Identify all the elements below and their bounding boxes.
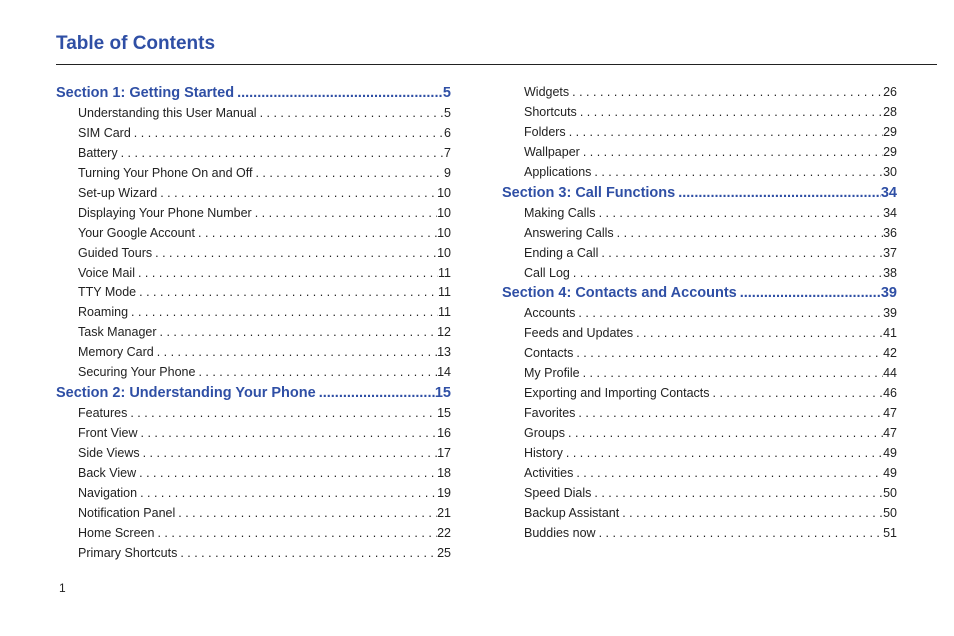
toc-entry-label: Roaming: [78, 305, 129, 320]
toc-entry-page: 47: [883, 426, 897, 441]
toc-entry[interactable]: [502, 125, 897, 145]
toc-entry[interactable]: [502, 206, 897, 226]
toc-entry[interactable]: [56, 546, 451, 566]
toc-entry-page: 15: [434, 385, 451, 402]
toc-entry-page: 18: [437, 465, 451, 480]
toc-entry-label: Primary Shortcuts: [78, 545, 178, 560]
dot-leader: [131, 126, 444, 140]
toc-entry-page: 51: [883, 525, 897, 540]
dot-leader: [573, 346, 883, 360]
dot-leader: [195, 365, 437, 379]
toc-entry-label: Notification Panel: [78, 505, 176, 520]
toc-entry[interactable]: [502, 426, 897, 446]
dot-leader: [570, 266, 883, 280]
toc-entry-label: Groups: [524, 426, 565, 441]
toc-entry[interactable]: [502, 226, 897, 246]
dot-leader: [252, 166, 444, 180]
toc-entry[interactable]: [56, 305, 451, 325]
dot-leader: [234, 85, 443, 101]
toc-entry-page: 16: [437, 426, 451, 441]
toc-entry-page: 50: [883, 505, 897, 520]
toc-section-heading[interactable]: [502, 285, 897, 306]
toc-entry-label: Home Screen: [78, 525, 155, 540]
dot-leader: [573, 466, 883, 480]
toc-entry-label: Widgets: [524, 85, 570, 99]
toc-entry-page: 29: [883, 144, 897, 159]
dot-leader: [575, 306, 883, 320]
dot-leader: [737, 285, 881, 301]
dot-leader: [252, 206, 437, 220]
toc-entry[interactable]: [56, 486, 451, 506]
page-title: Table of Contents: [56, 33, 216, 54]
toc-entry-page: 17: [437, 446, 451, 460]
toc-entry[interactable]: [502, 306, 897, 326]
toc-entry-page: 5: [442, 85, 451, 101]
toc-entry[interactable]: [56, 266, 451, 286]
toc-entry-page: 50: [883, 485, 897, 500]
toc-entry-page: 15: [437, 406, 451, 421]
toc-entry-label: Backup Assistant: [524, 505, 620, 520]
toc-entry-label: Call Log: [524, 265, 570, 280]
toc-entry[interactable]: [502, 346, 897, 366]
toc-entry[interactable]: [56, 426, 451, 446]
toc-entry[interactable]: [502, 105, 897, 125]
toc-entry-label: Your Google Account: [78, 225, 195, 240]
dot-leader: [177, 546, 437, 560]
toc-entry-label: Activities: [524, 465, 574, 480]
dot-leader: [154, 526, 437, 540]
toc-entry[interactable]: [56, 226, 451, 246]
toc-entry-label: Feeds and Updates: [524, 326, 634, 341]
toc-entry-label: Voice Mail: [78, 265, 135, 280]
toc-entry-label: Speed Dials: [524, 485, 592, 500]
dot-leader: [591, 165, 883, 179]
toc-entry[interactable]: [56, 285, 451, 305]
toc-entry[interactable]: [502, 446, 897, 466]
toc-entry[interactable]: [502, 406, 897, 426]
dot-leader: [577, 105, 883, 119]
toc-entry-label: Wallpaper: [524, 144, 580, 159]
toc-entry-page: 9: [444, 165, 451, 180]
toc-entry-label: Folders: [524, 124, 566, 139]
toc-entry[interactable]: [56, 166, 451, 186]
toc-entry[interactable]: [502, 466, 897, 486]
toc-entry[interactable]: [56, 325, 451, 345]
toc-entry-label: Understanding this User Manual: [78, 106, 257, 120]
toc-entry-label: Back View: [78, 465, 137, 480]
dot-leader: [598, 246, 883, 260]
toc-entry-label: Contacts: [524, 346, 574, 361]
toc-entry[interactable]: [502, 165, 897, 185]
toc-entry[interactable]: [502, 266, 897, 286]
toc-entry-page: 34: [880, 184, 897, 201]
toc-entry-page: 10: [437, 225, 451, 240]
dot-leader: [596, 526, 884, 540]
dot-leader: [565, 426, 883, 440]
toc-entry-page: 11: [438, 265, 451, 280]
toc-entry-label: Task Manager: [78, 325, 157, 340]
toc-entry[interactable]: [56, 246, 451, 266]
toc-entry-label: Making Calls: [524, 205, 596, 220]
dot-leader: [614, 226, 883, 240]
page-number: 1: [59, 581, 66, 595]
dot-leader: [675, 185, 881, 201]
toc-entry-label: Battery: [78, 145, 118, 160]
toc-entry-label: My Profile: [524, 366, 580, 381]
toc-entry-label: History: [524, 446, 563, 460]
toc-entry-label: Accounts: [524, 306, 576, 321]
toc-entry-label: Navigation: [78, 485, 138, 500]
toc-entry-page: 26: [883, 85, 897, 99]
toc-entry[interactable]: [502, 386, 897, 406]
toc-entry-label: Guided Tours: [78, 245, 153, 260]
toc-section-heading[interactable]: [56, 85, 451, 106]
toc-entry-label: Section 3: Call Functions: [502, 184, 676, 201]
toc-entry-label: Favorites: [524, 406, 576, 421]
toc-entry-label: Section 2: Understanding Your Phone: [56, 385, 316, 402]
toc-entry-label: Answering Calls: [524, 225, 614, 240]
toc-entry-label: Section 4: Contacts and Accounts: [502, 285, 737, 302]
toc-entry-label: Displaying Your Phone Number: [78, 205, 252, 220]
dot-leader: [580, 145, 883, 159]
toc-entry[interactable]: [56, 345, 451, 365]
toc-entry-page: 41: [883, 326, 897, 341]
toc-entry-page: 47: [883, 406, 897, 421]
dot-leader: [710, 386, 884, 400]
dot-leader: [257, 106, 444, 120]
title-divider: [56, 64, 937, 65]
toc-entry[interactable]: [502, 486, 897, 506]
toc-entry-label: SIM Card: [78, 125, 131, 140]
dot-leader: [157, 325, 438, 339]
toc-entry-page: 12: [437, 325, 451, 340]
dot-leader: [137, 486, 437, 500]
toc-entry-label: Set-up Wizard: [78, 185, 158, 200]
toc-entry-page: 46: [883, 386, 897, 401]
toc-entry-page: 34: [883, 205, 897, 220]
toc-entry-page: 25: [437, 545, 451, 560]
dot-leader: [591, 486, 883, 500]
toc-entry-page: 10: [437, 205, 451, 220]
dot-leader: [619, 506, 883, 520]
dot-leader: [563, 446, 883, 460]
toc-entry-page: 30: [883, 164, 897, 179]
toc-entry[interactable]: [56, 126, 451, 146]
toc-entry-page: 28: [883, 104, 897, 119]
dot-leader: [138, 426, 438, 440]
toc-entry[interactable]: [502, 85, 897, 105]
toc-entry-label: TTY Mode: [78, 285, 137, 300]
dot-leader: [566, 125, 883, 139]
toc-entry-label: Turning Your Phone On and Off: [78, 165, 253, 180]
toc-entry-page: 21: [437, 505, 451, 520]
toc-entry-page: 42: [883, 346, 897, 361]
toc-entry[interactable]: [502, 506, 897, 526]
toc-entry-page: 37: [883, 245, 897, 260]
toc-entry-label: Memory Card: [78, 345, 154, 360]
toc-entry[interactable]: [502, 366, 897, 386]
toc-section-heading[interactable]: [56, 385, 451, 406]
toc-entry-page: 7: [444, 145, 451, 160]
toc-entry-page: 22: [437, 525, 451, 540]
toc-entry[interactable]: [56, 506, 451, 526]
dot-leader: [118, 146, 444, 160]
dot-leader: [128, 305, 438, 319]
dot-leader: [135, 266, 438, 280]
toc-entry-page: 38: [883, 265, 897, 280]
toc-entry-page: 6: [444, 125, 451, 140]
toc-entry-page: 36: [883, 225, 897, 240]
toc-entry-label: Applications: [524, 164, 592, 179]
dot-leader: [127, 406, 437, 420]
toc-entry[interactable]: [56, 186, 451, 206]
dot-leader: [580, 366, 884, 380]
toc-entry-page: 39: [883, 306, 897, 321]
dot-leader: [596, 206, 884, 220]
toc-entry[interactable]: [56, 446, 451, 466]
toc-entry-page: 11: [438, 285, 451, 300]
toc-entry-label: Front View: [78, 426, 138, 441]
toc-entry-page: 5: [444, 106, 451, 120]
dot-leader: [140, 446, 437, 460]
toc-entry-label: Ending a Call: [524, 245, 599, 260]
toc-entry[interactable]: [56, 206, 451, 226]
toc-entry-page: 49: [883, 446, 897, 460]
dot-leader: [195, 226, 437, 240]
toc-entry[interactable]: [56, 106, 451, 126]
toc-entry-page: 44: [883, 366, 897, 381]
toc-entry-page: 10: [437, 185, 451, 200]
toc-entry-label: Buddies now: [524, 525, 596, 540]
toc-section-heading[interactable]: [502, 185, 897, 206]
dot-leader: [154, 345, 437, 359]
toc-entry-page: 11: [438, 305, 451, 320]
dot-leader: [175, 506, 437, 520]
toc-entry[interactable]: [502, 145, 897, 165]
toc-entry-page: 29: [883, 124, 897, 139]
toc-entry-label: Section 1: Getting Started: [56, 85, 235, 101]
dot-leader: [136, 466, 437, 480]
toc-entry-label: Securing Your Phone: [78, 365, 196, 380]
toc-entry-label: Shortcuts: [524, 104, 577, 119]
dot-leader: [136, 285, 438, 299]
toc-entry[interactable]: [56, 146, 451, 166]
toc-entry[interactable]: [502, 326, 897, 346]
dot-leader: [633, 326, 883, 340]
toc-entry-page: 13: [437, 345, 451, 360]
dot-leader: [157, 186, 437, 200]
toc-right-column: [502, 85, 897, 546]
dot-leader: [152, 246, 437, 260]
toc-entry-label: Side Views: [78, 446, 140, 460]
toc-entry-page: 14: [437, 365, 451, 380]
toc-entry-page: 19: [437, 485, 451, 500]
toc-entry[interactable]: [56, 406, 451, 426]
toc-entry[interactable]: [56, 365, 451, 385]
toc-entry-label: Exporting and Importing Contacts: [524, 386, 710, 401]
toc-entry-page: 39: [880, 285, 897, 302]
toc-entry-page: 49: [883, 465, 897, 480]
toc-entry[interactable]: [56, 526, 451, 546]
dot-leader: [316, 385, 435, 401]
toc-entry[interactable]: [56, 466, 451, 486]
dot-leader: [569, 85, 883, 99]
toc-entry-label: Features: [78, 406, 128, 421]
toc-entry[interactable]: [502, 246, 897, 266]
toc-entry[interactable]: [502, 526, 897, 546]
dot-leader: [575, 406, 883, 420]
toc-entry-page: 10: [437, 245, 451, 260]
toc-left-column: [56, 85, 451, 566]
